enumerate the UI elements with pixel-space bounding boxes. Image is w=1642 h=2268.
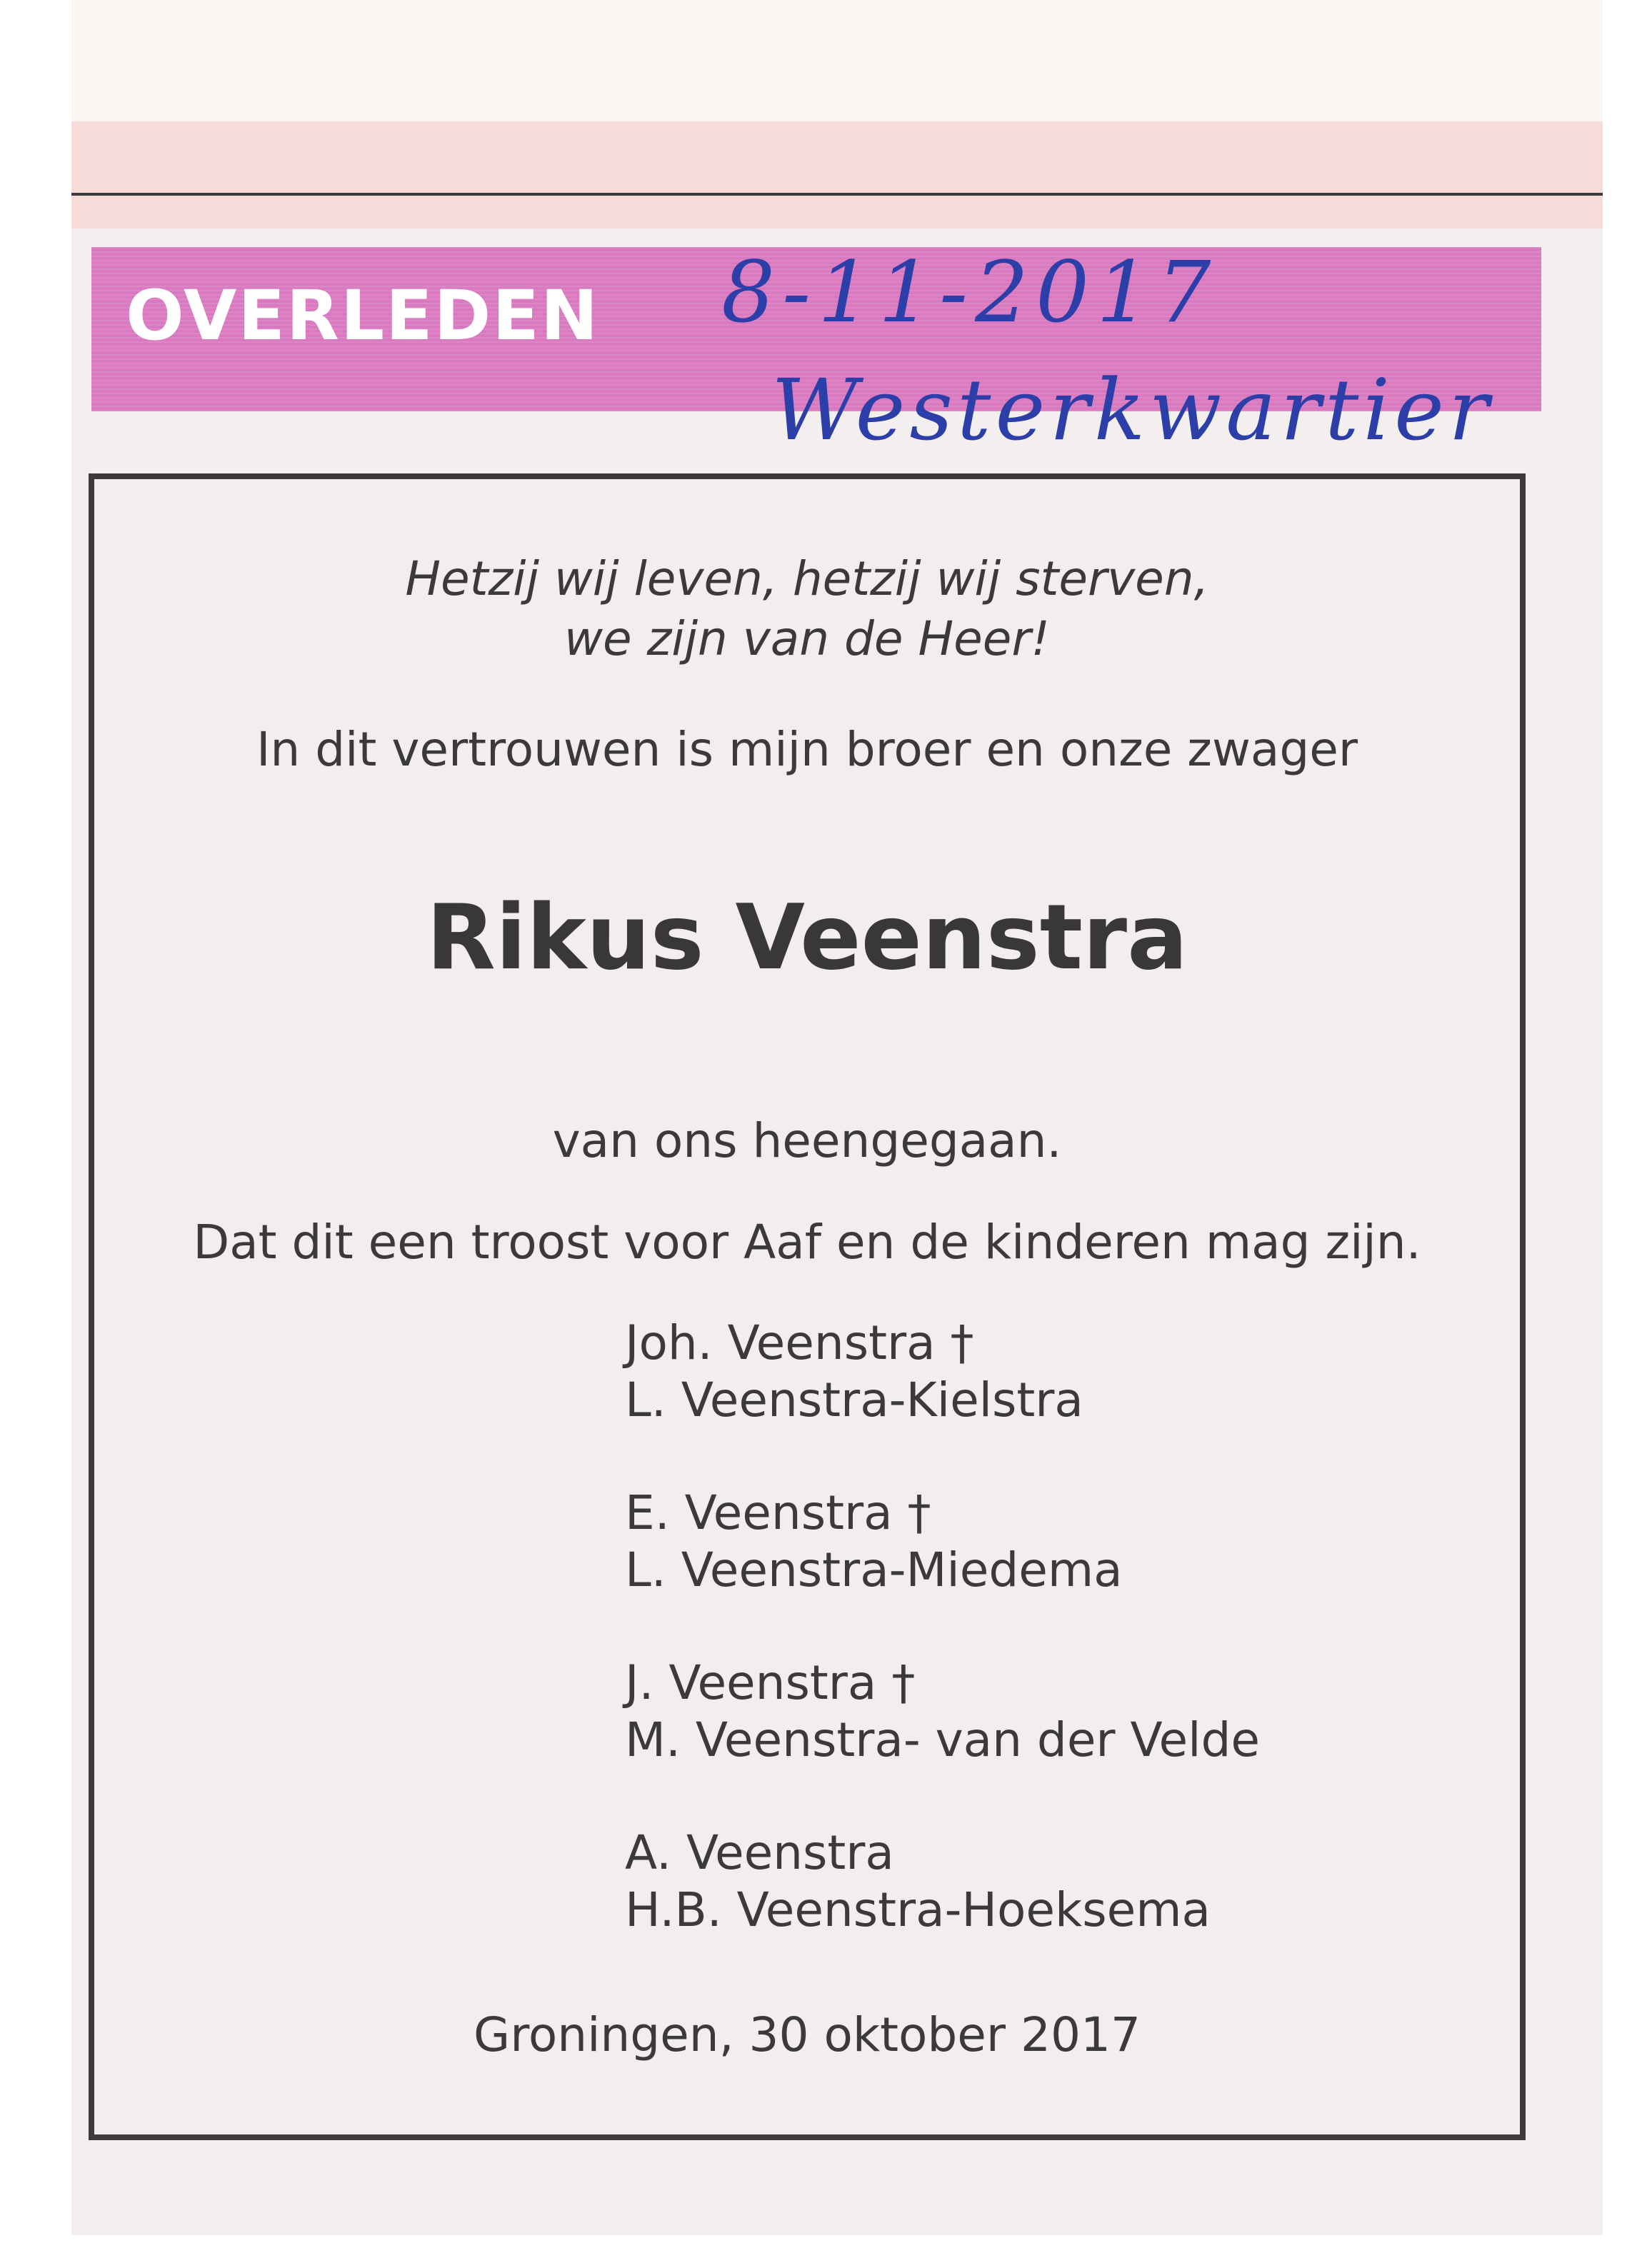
place-and-date: Groningen, 30 oktober 2017	[474, 2007, 1141, 2062]
family-pair	[625, 1825, 1260, 1939]
banner-title: OVERLEDEN	[126, 276, 600, 356]
comfort-text: Dat dit een troost voor Aaf en de kinderen mag zijn.	[193, 1215, 1421, 1270]
top-strip	[71, 0, 1603, 121]
handwritten-date: 8-11-2017	[721, 243, 1218, 341]
family-pair	[625, 1315, 1260, 1429]
family-pair	[625, 1485, 1260, 1599]
verse	[94, 549, 1520, 669]
death-notice-frame	[89, 473, 1526, 2140]
verse-line-2: we zijn van de Heer!	[564, 611, 1050, 666]
family-list	[625, 1315, 1260, 1994]
column-rule	[71, 193, 1603, 196]
family-pair	[625, 1655, 1260, 1769]
handwritten-place: Westerkwartier	[771, 361, 1493, 459]
deceased-name: Rikus Veenstra	[426, 885, 1188, 990]
family-member: E. Veenstra †	[625, 1485, 931, 1540]
intro-text: In dit vertrouwen is mijn broer en onze zwager	[256, 722, 1358, 777]
verse-line-1: Hetzij wij leven, hetzij wij sterven,	[405, 551, 1209, 606]
family-member: J. Veenstra †	[625, 1655, 916, 1710]
departed-text: van ons heengegaan.	[552, 1113, 1062, 1168]
family-member: A. Veenstra	[625, 1825, 894, 1880]
family-member: L. Veenstra-Kielstra	[625, 1373, 1083, 1427]
family-member: L. Veenstra-Miedema	[625, 1542, 1123, 1597]
family-member: M. Veenstra- van der Velde	[625, 1712, 1261, 1767]
pink-band	[71, 121, 1603, 229]
family-member: H.B. Veenstra-Hoeksema	[625, 1882, 1211, 1937]
family-member: Joh. Veenstra †	[625, 1315, 974, 1370]
